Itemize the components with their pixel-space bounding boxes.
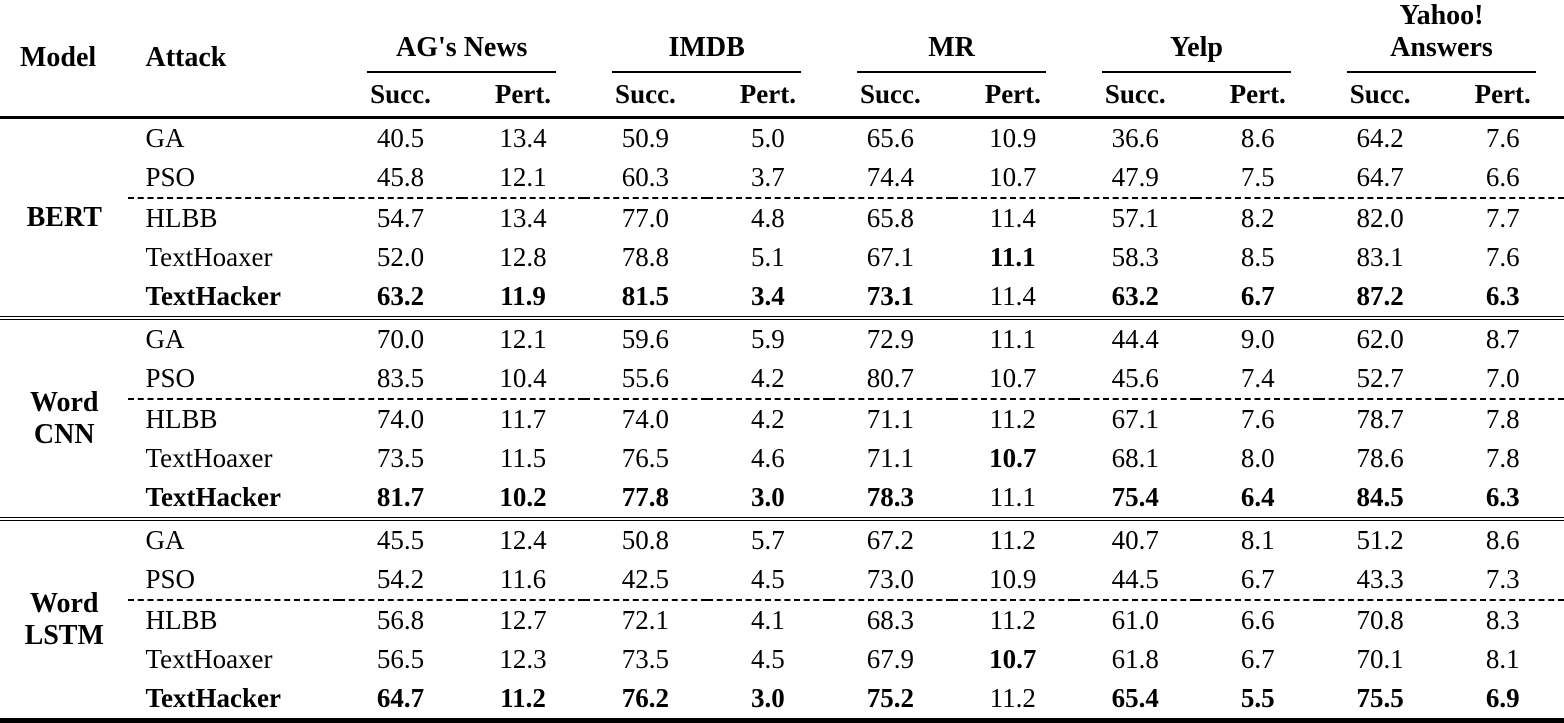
value-cell: 84.5	[1356, 482, 1404, 512]
value-cell: 11.9	[500, 281, 546, 311]
table-row	[0, 600, 1564, 640]
value-cell: 6.3	[1485, 281, 1520, 311]
metric-header-pert: Pert.	[739, 79, 796, 109]
metric-header-pert: Pert.	[494, 79, 552, 109]
value-cell: 65.4	[1111, 683, 1159, 713]
value-cell: 75.2	[866, 683, 914, 713]
value-cell: 67.9	[866, 644, 914, 674]
value-cell: 82.0	[1319, 198, 1441, 238]
model-section	[0, 118, 1564, 319]
attack-label: HLBB	[128, 600, 339, 640]
value-cell: 7.6	[1196, 399, 1318, 439]
dataset-header-yelp	[1074, 0, 1319, 73]
value-cell: 67.1	[866, 242, 914, 272]
value-cell: 6.7	[1240, 281, 1275, 311]
value-cell: 76.5	[621, 443, 670, 473]
model-section	[0, 519, 1564, 721]
value-cell: 67.2	[866, 525, 914, 555]
attack-label: PSO	[145, 564, 196, 594]
value-cell: 36.6	[1111, 123, 1159, 153]
value-cell: 11.2	[952, 600, 1074, 640]
value-cell: 73.5	[621, 644, 670, 674]
value-cell: 77.0	[584, 198, 706, 238]
value-cell: 45.6	[1111, 363, 1159, 393]
value-cell: 59.6	[621, 324, 670, 354]
value-cell: 83.5	[376, 363, 425, 393]
value-cell: 74.4	[866, 162, 914, 192]
value-cell: 6.7	[1240, 644, 1275, 674]
metric-header-pert: Pert.	[1474, 79, 1531, 109]
value-cell: 44.5	[1111, 564, 1159, 594]
model-label: Word LSTM	[24, 588, 104, 651]
value-cell: 5.9	[751, 324, 785, 354]
value-cell: 74.0	[584, 399, 706, 439]
table-row	[0, 439, 1564, 478]
value-cell: 13.4	[462, 198, 584, 238]
value-cell: 81.7	[376, 482, 425, 512]
value-cell: 6.9	[1485, 683, 1520, 713]
value-cell: 4.1	[707, 600, 829, 640]
table-row	[0, 118, 1564, 159]
value-cell: 8.5	[1240, 242, 1275, 272]
value-cell: 7.3	[1485, 564, 1520, 594]
value-cell: 63.2	[376, 281, 425, 311]
value-cell: 3.7	[751, 162, 785, 192]
value-cell: 10.7	[989, 162, 1037, 192]
value-cell: 4.5	[751, 644, 785, 674]
dataset-header-label: MR	[857, 32, 1046, 73]
metric-header-succ: Succ.	[615, 79, 676, 109]
table-row	[0, 318, 1564, 359]
table-row	[0, 359, 1564, 399]
value-cell: 5.5	[1240, 683, 1275, 713]
attack-label: GA	[145, 525, 185, 555]
value-cell: 40.7	[1111, 525, 1159, 555]
value-cell: 63.2	[1111, 281, 1159, 311]
value-cell: 12.4	[499, 525, 547, 555]
value-cell: 80.7	[866, 363, 914, 393]
value-cell: 13.4	[499, 123, 547, 153]
value-cell: 6.6	[1485, 162, 1520, 192]
value-cell: 10.2	[499, 482, 547, 512]
value-cell: 68.3	[829, 600, 951, 640]
value-cell: 70.0	[376, 324, 425, 354]
value-cell: 12.1	[499, 324, 547, 354]
value-cell: 8.1	[1485, 644, 1520, 674]
value-cell: 5.7	[751, 525, 785, 555]
value-cell: 55.6	[621, 363, 670, 393]
value-cell: 73.0	[866, 564, 914, 594]
model-section	[0, 318, 1564, 519]
value-cell: 74.0	[339, 399, 461, 439]
attack-label: HLBB	[128, 198, 339, 238]
value-cell: 73.5	[376, 443, 425, 473]
table-row	[0, 238, 1564, 277]
value-cell: 68.1	[1111, 443, 1159, 473]
value-cell: 47.9	[1111, 162, 1159, 192]
dataset-header-mr	[829, 0, 1074, 73]
value-cell: 12.3	[499, 644, 547, 674]
value-cell: 72.1	[584, 600, 706, 640]
value-cell: 56.5	[376, 644, 425, 674]
value-cell: 6.3	[1485, 482, 1520, 512]
value-cell: 54.7	[339, 198, 461, 238]
value-cell: 12.1	[499, 162, 547, 192]
value-cell: 9.0	[1240, 324, 1275, 354]
attack-label: GA	[145, 123, 185, 153]
attack-label: TextHacker	[145, 281, 281, 311]
dataset-header-label: Yahoo! Answers	[1347, 0, 1536, 73]
table-row	[0, 158, 1564, 198]
value-cell: 8.3	[1441, 600, 1564, 640]
value-cell: 8.6	[1485, 525, 1520, 555]
value-cell: 78.3	[866, 482, 914, 512]
attack-label: HLBB	[128, 399, 339, 439]
value-cell: 70.8	[1319, 600, 1441, 640]
value-cell: 56.8	[339, 600, 461, 640]
dataset-header-ags-news	[339, 0, 584, 73]
value-cell: 51.2	[1356, 525, 1404, 555]
value-cell: 4.2	[707, 399, 829, 439]
value-cell: 7.5	[1240, 162, 1275, 192]
value-cell: 83.1	[1356, 242, 1404, 272]
table-row	[0, 198, 1564, 238]
value-cell: 11.2	[500, 683, 546, 713]
table-row	[0, 640, 1564, 679]
value-cell: 76.2	[621, 683, 670, 713]
value-cell: 10.9	[989, 123, 1037, 153]
table-row	[0, 478, 1564, 519]
value-cell: 6.7	[1240, 564, 1275, 594]
value-cell: 78.8	[621, 242, 670, 272]
value-cell: 64.7	[376, 683, 425, 713]
value-cell: 11.1	[989, 482, 1036, 512]
value-cell: 78.6	[1356, 443, 1404, 473]
value-cell: 45.8	[376, 162, 425, 192]
table-row	[0, 277, 1564, 318]
value-cell: 10.7	[989, 644, 1037, 674]
table-row	[0, 679, 1564, 721]
value-cell: 7.8	[1441, 399, 1564, 439]
value-cell: 70.1	[1356, 644, 1404, 674]
model-column-header: Model	[20, 42, 97, 73]
model-label: Word CNN	[30, 387, 99, 450]
value-cell: 11.7	[462, 399, 584, 439]
metric-header-succ: Succ.	[1349, 79, 1411, 109]
value-cell: 10.7	[989, 443, 1037, 473]
metric-header-pert: Pert.	[984, 79, 1041, 109]
value-cell: 11.2	[989, 525, 1036, 555]
value-cell: 11.1	[989, 324, 1036, 354]
table-header	[0, 0, 1564, 118]
value-cell: 8.2	[1196, 198, 1318, 238]
value-cell: 50.8	[621, 525, 670, 555]
value-cell: 4.2	[751, 363, 785, 393]
value-cell: 6.6	[1196, 600, 1318, 640]
value-cell: 40.5	[376, 123, 425, 153]
value-cell: 50.9	[621, 123, 670, 153]
value-cell: 5.1	[751, 242, 785, 272]
value-cell: 64.2	[1356, 123, 1404, 153]
dataset-header-label: AG's News	[367, 32, 556, 73]
value-cell: 67.1	[1074, 399, 1196, 439]
value-cell: 11.6	[499, 564, 547, 594]
attack-label: TextHoaxer	[145, 242, 273, 272]
value-cell: 10.7	[989, 363, 1037, 393]
value-cell: 65.8	[829, 198, 951, 238]
value-cell: 11.1	[989, 242, 1036, 272]
value-cell: 7.6	[1485, 242, 1520, 272]
attack-label: TextHacker	[145, 683, 281, 713]
value-cell: 87.2	[1356, 281, 1404, 311]
value-cell: 54.2	[376, 564, 425, 594]
value-cell: 11.4	[952, 198, 1074, 238]
value-cell: 4.6	[751, 443, 785, 473]
value-cell: 3.0	[751, 482, 785, 512]
value-cell: 43.3	[1356, 564, 1404, 594]
value-cell: 58.3	[1111, 242, 1159, 272]
value-cell: 8.0	[1240, 443, 1275, 473]
value-cell: 11.2	[952, 399, 1074, 439]
value-cell: 7.4	[1240, 363, 1275, 393]
table-row	[0, 399, 1564, 439]
value-cell: 3.0	[751, 683, 785, 713]
dataset-header-label: IMDB	[612, 32, 801, 73]
value-cell: 45.5	[376, 525, 425, 555]
value-cell: 7.0	[1485, 363, 1520, 393]
metric-header-succ: Succ.	[370, 79, 431, 109]
value-cell: 42.5	[621, 564, 670, 594]
value-cell: 6.4	[1240, 482, 1275, 512]
value-cell: 71.1	[829, 399, 951, 439]
value-cell: 7.7	[1441, 198, 1564, 238]
value-cell: 71.1	[866, 443, 914, 473]
value-cell: 61.8	[1111, 644, 1159, 674]
value-cell: 57.1	[1074, 198, 1196, 238]
value-cell: 77.8	[621, 482, 670, 512]
value-cell: 8.6	[1240, 123, 1275, 153]
table-row	[0, 519, 1564, 560]
attack-column-header: Attack	[145, 42, 227, 73]
value-cell: 52.7	[1356, 363, 1404, 393]
attack-label: TextHacker	[145, 482, 281, 512]
value-cell: 64.7	[1356, 162, 1404, 192]
value-cell: 12.8	[499, 242, 547, 272]
value-cell: 75.5	[1356, 683, 1404, 713]
value-cell: 52.0	[376, 242, 425, 272]
value-cell: 3.4	[751, 281, 785, 311]
dataset-header-imdb	[584, 0, 829, 73]
value-cell: 73.1	[866, 281, 914, 311]
value-cell: 7.8	[1485, 443, 1520, 473]
value-cell: 12.7	[462, 600, 584, 640]
dataset-header-yahoo-answers	[1319, 0, 1564, 73]
value-cell: 75.4	[1111, 482, 1159, 512]
attack-label: PSO	[145, 162, 196, 192]
value-cell: 5.0	[751, 123, 785, 153]
attack-label: TextHoaxer	[145, 443, 273, 473]
value-cell: 8.1	[1240, 525, 1275, 555]
value-cell: 61.0	[1074, 600, 1196, 640]
value-cell: 65.6	[866, 123, 914, 153]
dataset-header-label: Yelp	[1102, 32, 1291, 73]
attack-label: TextHoaxer	[145, 644, 273, 674]
attack-label: PSO	[145, 363, 196, 393]
value-cell: 10.4	[499, 363, 547, 393]
metric-header-succ: Succ.	[1104, 79, 1166, 109]
value-cell: 60.3	[621, 162, 670, 192]
value-cell: 81.5	[621, 281, 670, 311]
value-cell: 10.9	[989, 564, 1037, 594]
attack-label: GA	[145, 324, 185, 354]
metric-header-succ: Succ.	[859, 79, 921, 109]
model-label: BERT	[26, 201, 102, 233]
metric-header-pert: Pert.	[1229, 79, 1286, 109]
value-cell: 11.4	[989, 281, 1036, 311]
value-cell: 62.0	[1356, 324, 1404, 354]
value-cell: 4.5	[751, 564, 785, 594]
value-cell: 7.6	[1485, 123, 1520, 153]
value-cell: 72.9	[866, 324, 914, 354]
table-row	[0, 560, 1564, 600]
value-cell: 11.5	[499, 443, 547, 473]
value-cell: 44.4	[1111, 324, 1159, 354]
value-cell: 78.7	[1319, 399, 1441, 439]
value-cell: 8.7	[1485, 324, 1520, 354]
value-cell: 4.8	[707, 198, 829, 238]
value-cell: 11.2	[989, 683, 1036, 713]
